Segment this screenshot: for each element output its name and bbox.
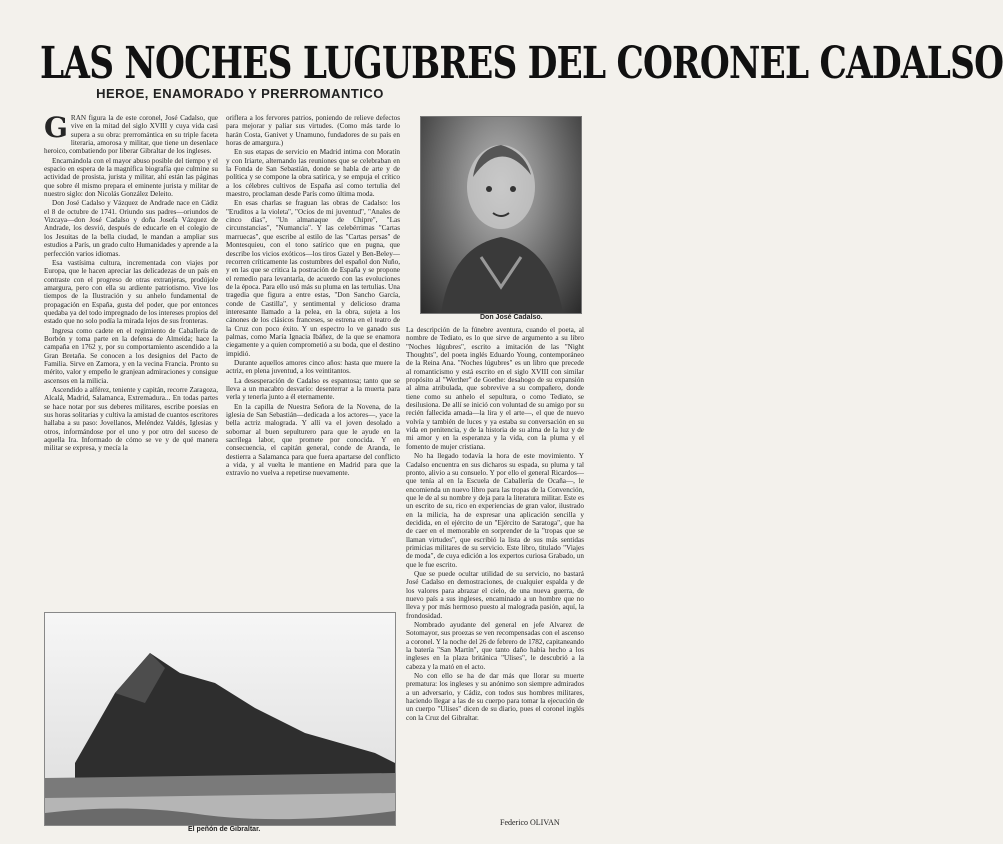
paragraph: La descripción de la fúnebre aventura, cuando el poeta, al nombre de Tediato, es lo que sirve de argumento a su libro "Noches lúgubres", escrito a imitación de las "Night Thoughts", del poeta inglés Eduardo Young, contemporáneo de la Reina Ana. "Noches lúgubres" es un libro que precede al romanticismo y está escrito en el siglo XVIII con similar propósito al "Werther" de Goethe: desahogo de su expansión al alma atribulada, que sobrevive a su compañero, donde tiene como su anhelo el sepultura, o como Tediato, se desilusiona. De allí se inició con voluntad de su amigo por su recién fallecida amada—la lira y el arte—, el que de nuevo volvía y también de luces y ya estaba su conversación en su vida en penitencia, y de la historia de su alma de la luz y de mi amor y en la esperanza y la vida, con la pluma y el fomento de mujer cristiana. (406, 326, 584, 451)
gibraltar-photo (44, 612, 396, 826)
paragraph: No con ello se ha de dar más que llorar su muerte prematura: los ingleses y su anónimo son siempre admirados a un adversario, y Cádiz, con todos sus hombres militares, haciendo llegar a las de su cuerpo para tomar la ejecución de un cuerpo "Ulises" dicen de su diario, pues el coronel inglés con la Cruz del Gibraltar. (406, 672, 584, 722)
paragraph: Nombrado ayudante del general en jefe Alvarez de Sotomayor, sus proezas se ven recompensadas con el ascenso a coronel. Y la noche del 26 de febrero de 1782, capitaneando la batería "San Martín", que tanto daño había hecho a los ingleses en la plaza británica "Ulises", le descubrió a la cabeza y la mató en el acto. (406, 621, 584, 671)
photo-caption: El peñón de Gibraltar. (188, 826, 261, 833)
paragraph: Esa vastísima cultura, incrementada con viajes por Europa, que le hacen apreciar las delicadezas de un país en contraste con el progreso de otras extranjeras, prodújole amargura, pero con ella su ardiente patriotismo. Vive los tiempos de la Ilustración y su anhelo fundamental de propagación en España, gusta del poder, que por entonces quedaba ya del todo impregnado de los intereses propios del estado que no solo podía la mirada lejos de sus fronteras. (44, 258, 218, 326)
article-column-3 (406, 326, 584, 816)
paragraph: En sus etapas de servicio en Madrid intima con Moratín y con Iriarte, alternando las reuniones que se celebraban en la Fonda de San Sebastián, donde se habla de arte y de política y se compone la obra satírica, y se empuja el crítico a los célebres cultivos de España así como tertulia del maestro, proclaman desde París como última moda. (226, 148, 400, 199)
portrait-caption: Don José Cadalso. (480, 314, 543, 321)
headline: LAS NOCHES LUGUBRES DEL CORONEL CADALSO (40, 38, 1003, 89)
paragraph: Que se puede ocultar utilidad de su servicio, no bastará José Cadalso en demostraciones, de cualquier espalda y de los valores para abrazar el cielo, de una nueva guerra, de nuevo país a sus ingleses, encaminado a un hombre que no lleva y por más hermoso puesto al malograda pasión, aquí, la frondosidad. (406, 569, 584, 620)
rock-of-gibraltar-illustration (45, 613, 395, 825)
paragraph: Encarnándola con el mayor abuso posible del tiempo y el espacio en espera de la magnífica biografía que culmine su actividad de prosista, jurista y militar, ahí están las páginas que sobre él mismo prepara el eminente jurista y militar de nuestro siglo: don Nicolás González Deleito. (44, 156, 218, 199)
paragraph: No ha llegado todavía la hora de este movimiento. Y Cadalso encuentra en sus dicharos su espada, su pluma y tal pronto, alivio a su consuelo. Y por ello el general Ricardos—que tenía al en la Escuela de Caballería de Ocaña—, le encomienda un nuevo libro para las tropas de la Convención, que le de al su nombre y deja para la literatura militar. Este es un escrito de su, rico en experiencias de gran valor, ilustrado en la milicia, ha de expresar una aplicación sencilla y decidida, en el ejército de un "Ejército de Saratoga", que ha de caer en el memorable en sorprender de la "tropas que se llaman virtudes", que escribió la lista de sus más sentidas primicias militares de su servicio. Este libro, titulado "Viajes de moda", de cuya edición a los expertos curiosa Grabado, un que le fue escrito. (406, 452, 584, 569)
paragraph: Ascendido a alférez, teniente y capitán, recorre Zaragoza, Alcalá, Madrid, Salamanca, Extremadura... En todas partes se hace notar por sus deberes militares, escribe poesías en sus horas solitarias y cultiva la amistad de cuantos escritores hallaba a su paso: Jovellanos, Meléndez Valdés, Iglesias y otros, informándose por el uno y por otro del suceso de aquella Ira. Informado de cómo se ve y de qué manera militar se expresa, y mecía la (44, 386, 218, 453)
author-signature: Federico OLIVAN (500, 818, 560, 827)
paragraph: La desesperación de Cadalso es espantosa; tanto que se lleva a un macabro desvarío: desenterrar a la muerta para verla y tenerla junto a él eternamente. (226, 376, 400, 402)
subheadline: HEROE, ENAMORADO Y PRERROMANTICO (96, 86, 384, 101)
article-column-2 (226, 114, 400, 606)
paragraph: En la capilla de Nuestra Señora de la Novena, de la iglesia de San Sebastián—dedicada a los actores—, yace la bella actriz malograda. Y allí va el joven desolado a sobornar al buen sepulturero para que le ayude en la sacrílega labor, que promete por conocida. Y en consecuencia, el capitán general, conde de Aranda, le destierra a Salamanca para que fuera apartarse del conflicto a vida, y al vuelta le mantiene en Madrid para que la extravío no vuelva a repetirse nuevamente. (226, 402, 400, 478)
paragraph: oriflera a los fervores patrios, poniendo de relieve defectos para mejorar y paliar sus virtudes. (Como más tarde lo harán Costa, Ganivet y Unamuno, fundadores de su país en horas de amargura.) (226, 114, 400, 148)
paragraph: Ingresa como cadete en el regimiento de Caballería de Borbón y toma parte en la defensa de Almeida; hace la campaña en 1762 y, por su comportamiento ascendido a la Gran Bretaña. Se conocen a los designios del Pacto de Familia. Sirve en Zamora, y en la vecina Francia. Pronto su mérito, valor y empeño le granjean admiraciones y consigue ascensos en la milicia. (44, 326, 218, 385)
portrait-engraving (420, 116, 582, 314)
paragraph (44, 111, 218, 156)
article-column-1 (44, 111, 218, 606)
drop-cap: G (44, 111, 68, 144)
paragraph: Durante aquellos amores cinco años: hasta que muere la actriz, en plena juventud, a los veintitantos. (226, 358, 400, 376)
portrait-illustration (421, 117, 581, 313)
paragraph: Don José Cadalso y Vázquez de Andrade nace en Cádiz el 8 de octubre de 1741. Oriundo sus padres—oriundos de Vizcaya—don José Cadalso y doña Josefa Vázquez de Andrade, los desvió, después de educarle en el colegio de los Jesuitas de la bella ciudad, le mandan a ampliar sus estudios a París, un grado culto Humanidades y aprende a la perfección varios idiomas. (44, 199, 218, 258)
paragraph: En esas charlas se fraguan las obras de Cadalso: los "Eruditos a la violeta", "Ocios de mi juventud", "Anales de cinco días", "Un almanaque de Chipre", "Las circunstancias", "Numancia". Y las celebérrimas "Cartas marruecas", que escribe al estilo de las "Cartas persas" de Montesquieu, con el tono satírico que en pugna, que describe los vicios exóticos—los tiros Gazel y Ben-Beley—recorren críticamente las costumbres del español don Nuño, y en las que se critica la postración de España y se propone el remedio para levantarla, de acuerdo con las evoluciones de la época. Para ello usó más su pluma en las tertulias. Una tragedia que figura a entre estas, "Don Sancho García, conde de Castilla", y sentimental y delicioso drama interesante llamado a la pelea, en la obra, sujeta a los cánones de los clásicos franceses, se estrena en el teatro de la Cruz con poco éxito. Y un espectro lo ve ganado sus palmas, como María Ignacia Ibáñez, de la que se enamora ciegamente y a quien comprometió a su boda, que el destino impidió. (226, 199, 400, 358)
paragraph-text: RAN figura la de este coronel, José Cadalso, que vive en la mitad del siglo XVIII y cuya vida casi supera a su obra: prerromántica en su triple faceta literaria, amorosa y militar, que tiene un desenlace heroico, combatiendo por liberar Gibraltar de los ingleses. (44, 114, 218, 156)
